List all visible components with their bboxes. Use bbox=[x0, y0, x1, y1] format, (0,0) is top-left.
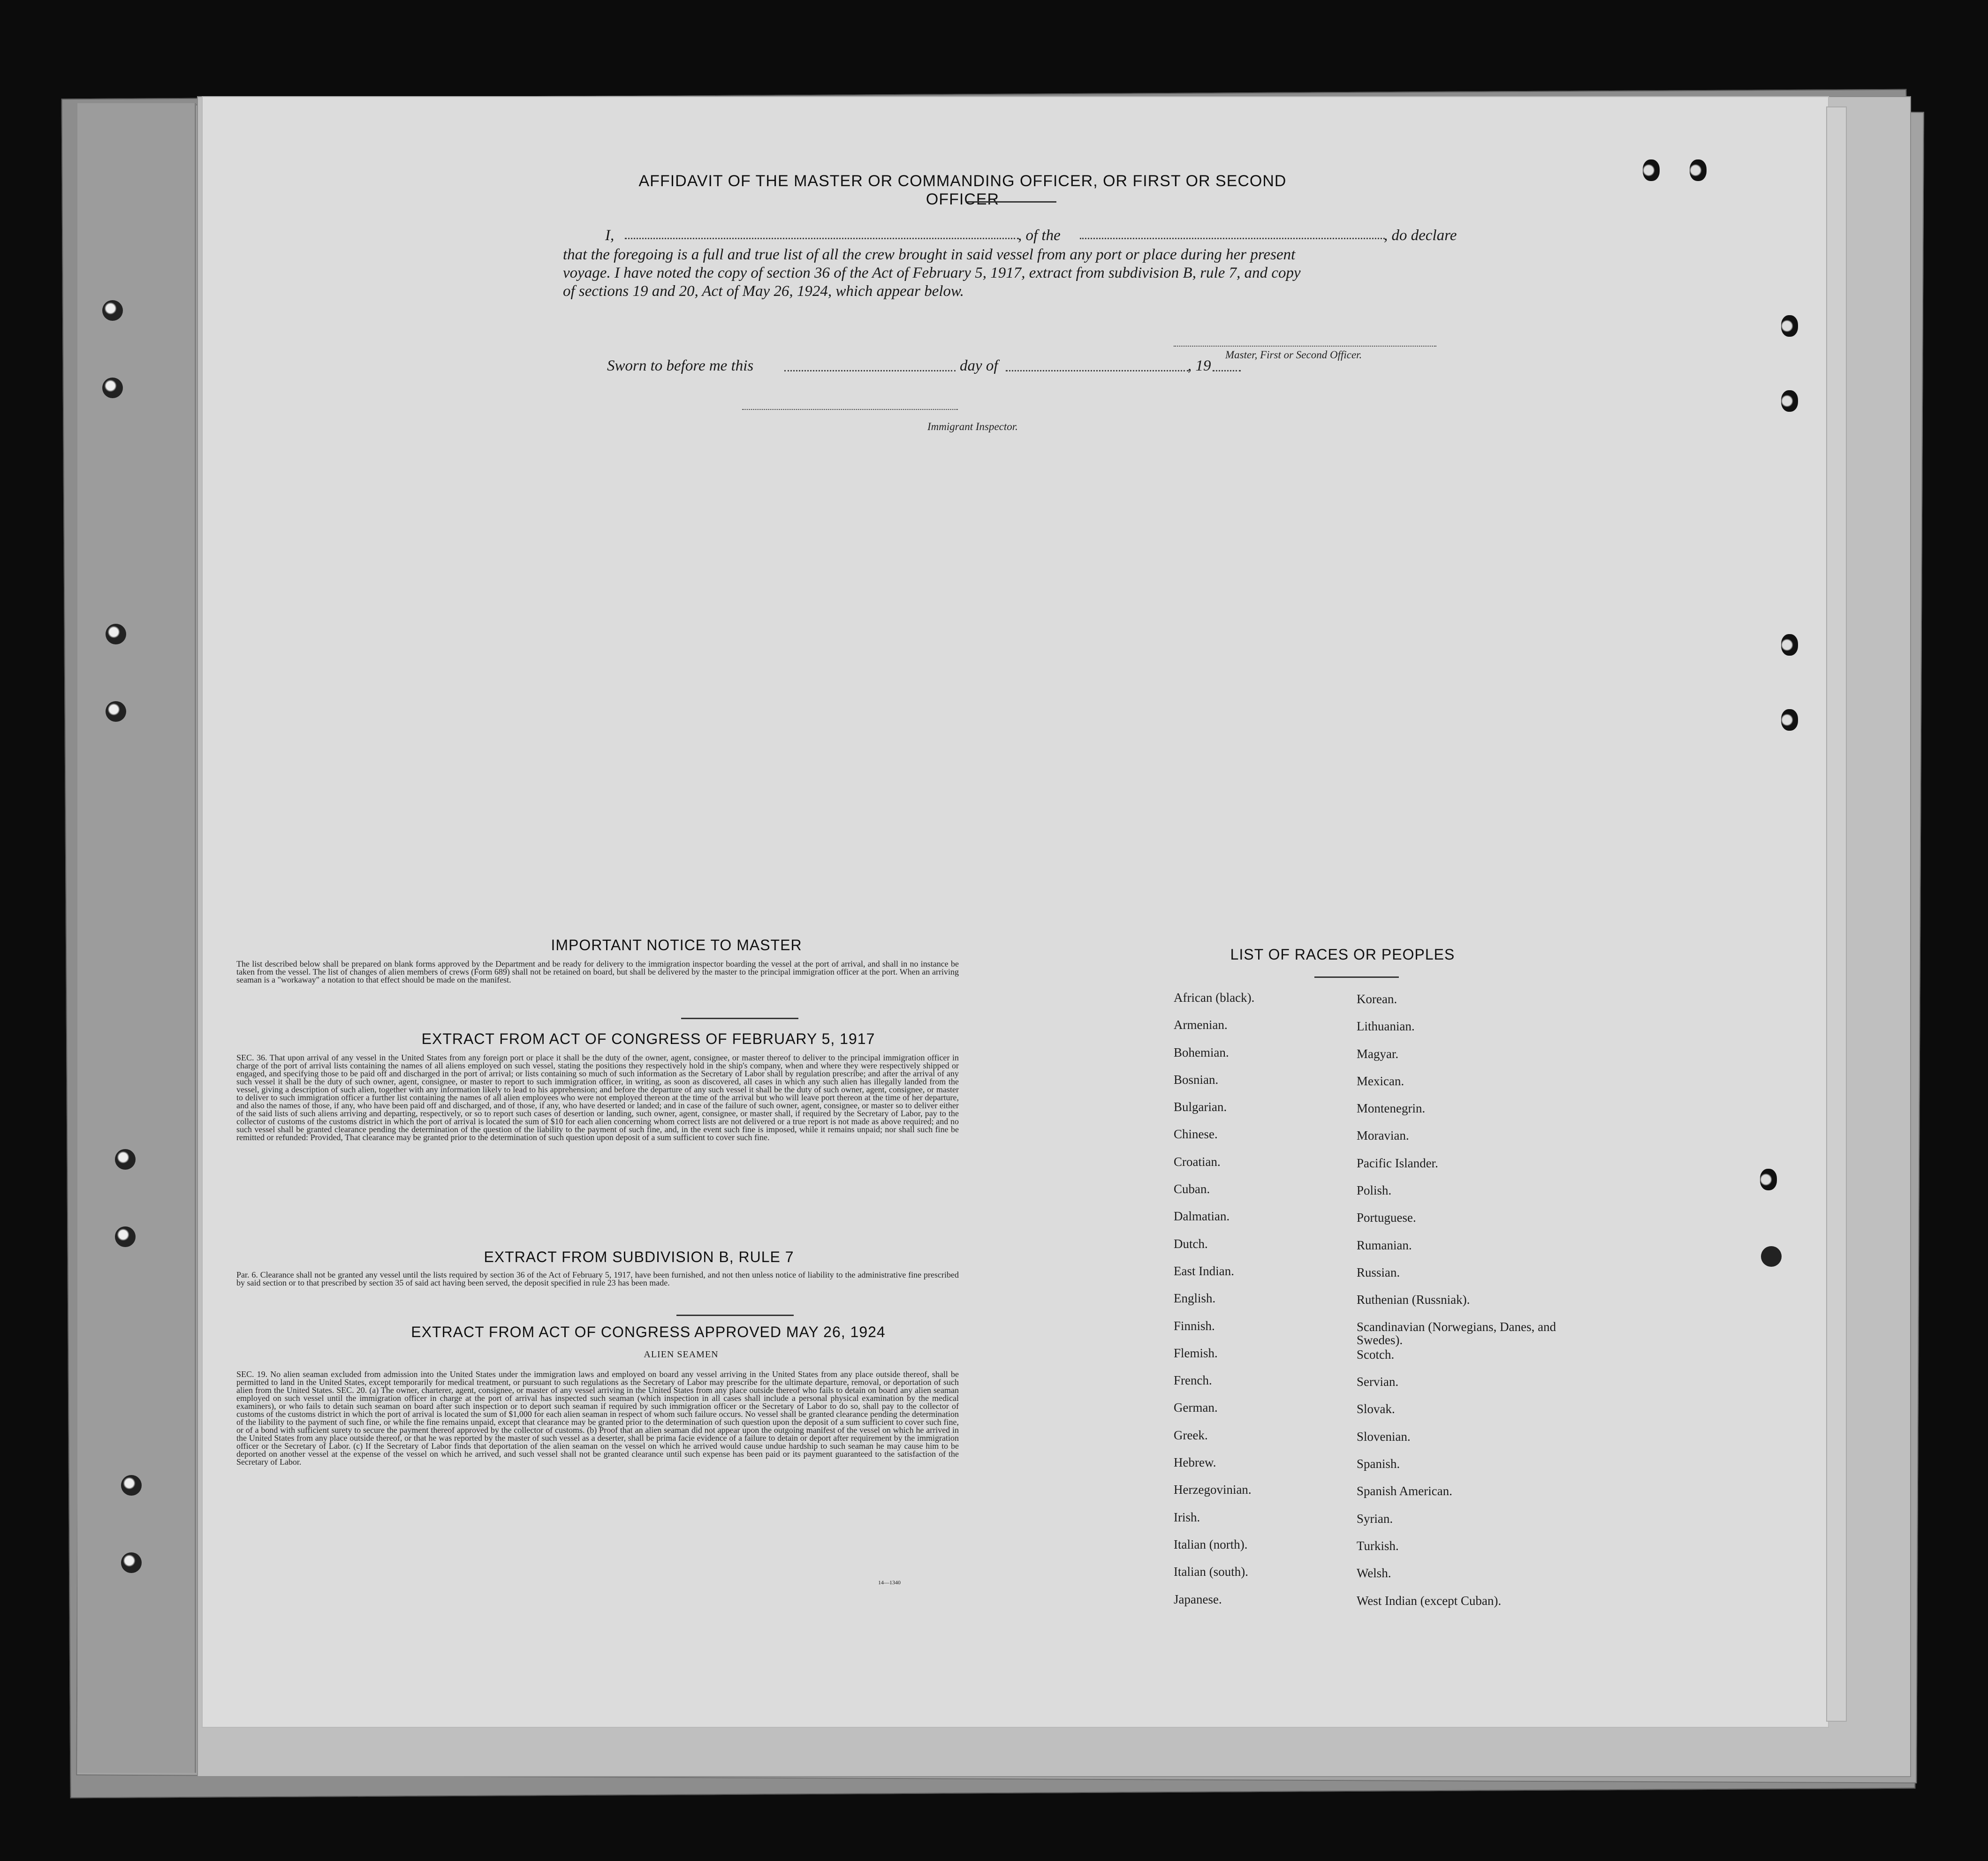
extract-1924-subtitle: ALIEN SEAMEN bbox=[644, 1349, 719, 1360]
subdivision-rule bbox=[676, 1315, 794, 1316]
day-of-label: day of bbox=[960, 357, 998, 374]
race-item: Slovak. bbox=[1357, 1402, 1395, 1416]
race-item: Montenegrin. bbox=[1357, 1101, 1426, 1116]
race-item: Polish. bbox=[1357, 1183, 1392, 1198]
race-item: Finnish. bbox=[1174, 1318, 1215, 1333]
binder-hole-icon bbox=[1643, 159, 1660, 181]
affidavit-title-rule bbox=[967, 201, 1056, 203]
binder-hole-icon bbox=[121, 1475, 142, 1496]
binder-hole-icon bbox=[1781, 634, 1798, 656]
binder-hole-icon bbox=[115, 1149, 136, 1170]
notice-body: The list described below shall be prepared on blank forms approved by the Department and be ready for delivery to the immigration inspector boarding the vessel at the port of arrival, and shall in no instance be taken from the vessel. The list of changes of alien members of crews (Form 689) shall not be retained on board, but shall be delivered by the master to the principal immigration officer at the port. When an arriving seaman is a "workaway" a notation to that effect should be made on the manifest. bbox=[236, 959, 959, 984]
binder-hole-icon bbox=[106, 624, 126, 644]
binder-hole-icon bbox=[1781, 709, 1798, 731]
race-item: East Indian. bbox=[1174, 1263, 1234, 1278]
affidavit-declare-label: , do declare bbox=[1384, 227, 1457, 244]
race-item: Scandinavian (Norwegians, Danes, and Swedes). bbox=[1357, 1319, 1556, 1347]
notice-title: IMPORTANT NOTICE TO MASTER bbox=[551, 937, 802, 953]
races-left-column bbox=[1174, 991, 1343, 1619]
binder-hole-icon bbox=[115, 1226, 136, 1247]
race-item: Ruthenian (Russniak). bbox=[1357, 1293, 1470, 1307]
affidavit-i-label: I, bbox=[605, 227, 615, 244]
master-signature-label: Master, First or Second Officer. bbox=[1225, 349, 1362, 361]
subdivision-body: Par. 6. Clearance shall not be granted any vessel until the lists required by section 36 of the Act of February 5, 1917, have been furnished, and not then unless notice of liability to the administrative fine prescribed by said section or to that prescribed by section 35 of said act having been served, the deposit specified in rule 23 has been made. bbox=[236, 1270, 959, 1287]
race-item: Spanish American. bbox=[1357, 1484, 1452, 1498]
sworn-label: Sworn to before me this bbox=[607, 357, 754, 374]
affidavit-line-3: voyage. I have noted the copy of section 36 of the Act of February 5, 1917, extract from subdivision B, rule 7, and copy bbox=[563, 265, 1301, 281]
race-item: Chinese. bbox=[1174, 1127, 1218, 1142]
subdivision-title: EXTRACT FROM SUBDIVISION B, RULE 7 bbox=[484, 1248, 794, 1265]
race-item: English. bbox=[1174, 1291, 1216, 1306]
race-item: German. bbox=[1174, 1400, 1218, 1415]
master-signature-line[interactable] bbox=[1174, 346, 1436, 347]
binder-hole-icon bbox=[102, 300, 123, 321]
vessel-field[interactable] bbox=[1080, 238, 1385, 239]
race-item: Turkish. bbox=[1357, 1538, 1399, 1553]
affidavit-line-2: that the foregoing is a full and true list of all the crew brought in said vessel from any port or place during her present bbox=[563, 246, 1296, 263]
affidavit-of-the-label: , of the bbox=[1018, 227, 1061, 244]
race-item: Japanese. bbox=[1174, 1592, 1222, 1606]
binder-hole-icon bbox=[1760, 1169, 1777, 1190]
name-field[interactable] bbox=[625, 238, 1019, 239]
inspector-label: Immigrant Inspector. bbox=[927, 421, 1018, 432]
binder-hole-icon bbox=[121, 1552, 142, 1573]
race-item: Servian. bbox=[1357, 1375, 1399, 1389]
affidavit-title: AFFIDAVIT OF THE MASTER OR COMMANDING OFFICER, OR FIRST OR SECOND OFFICER bbox=[638, 172, 1287, 208]
race-item: Italian (south). bbox=[1174, 1565, 1248, 1579]
extract-1924-title: EXTRACT FROM ACT OF CONGRESS APPROVED MAY 26, 1924 bbox=[411, 1324, 886, 1340]
binder-hole-icon bbox=[1690, 159, 1707, 181]
sworn-month-field[interactable] bbox=[1006, 370, 1189, 371]
race-item: African (black). bbox=[1174, 991, 1255, 1005]
race-item: Italian (north). bbox=[1174, 1537, 1248, 1551]
inspector-signature-line[interactable] bbox=[742, 409, 958, 410]
document-page bbox=[202, 96, 1829, 1728]
extract-1917-title: EXTRACT FROM ACT OF CONGRESS OF FEBRUARY 5, 1917 bbox=[421, 1030, 875, 1047]
race-item: Portuguese. bbox=[1357, 1210, 1416, 1225]
race-item: Scotch. bbox=[1357, 1347, 1395, 1362]
binder-hole-icon bbox=[106, 701, 126, 722]
races-right-column bbox=[1357, 992, 1563, 1621]
race-item: Lithuanian. bbox=[1357, 1019, 1415, 1034]
race-item: Welsh. bbox=[1357, 1566, 1391, 1581]
race-item: Bulgarian. bbox=[1174, 1100, 1227, 1114]
binder-hole-icon bbox=[1761, 1246, 1782, 1267]
race-item: Bosnian. bbox=[1174, 1072, 1219, 1087]
race-item: Korean. bbox=[1357, 992, 1397, 1006]
race-item: Irish. bbox=[1174, 1510, 1200, 1524]
form-number: 14—1340 bbox=[878, 1579, 901, 1586]
race-item: Cuban. bbox=[1174, 1182, 1210, 1196]
race-item: Armenian. bbox=[1174, 1018, 1228, 1032]
race-item: Hebrew. bbox=[1174, 1455, 1216, 1470]
race-item: Pacific Islander. bbox=[1357, 1156, 1438, 1170]
race-item: French. bbox=[1174, 1373, 1212, 1388]
race-item: Magyar. bbox=[1357, 1046, 1399, 1061]
race-item: Mexican. bbox=[1357, 1074, 1404, 1088]
races-rule bbox=[1314, 976, 1399, 978]
race-item: Spanish. bbox=[1357, 1457, 1400, 1471]
race-item: Dutch. bbox=[1174, 1236, 1208, 1251]
sworn-year-field[interactable] bbox=[1213, 370, 1241, 371]
binder-hole-icon bbox=[102, 378, 123, 398]
race-item: Bohemian. bbox=[1174, 1045, 1229, 1059]
sworn-day-field[interactable] bbox=[784, 370, 956, 371]
race-item: Greek. bbox=[1174, 1428, 1208, 1442]
extract-1924-body: SEC. 19. No alien seaman excluded from admission into the United States under the immigration laws and employed on board any vessel arriving in the United States from any place outside thereof, shall be permitted to land in the United States, except temporarily for medical treatment, or pursuant to such regulations as the Secretary of Labor may prescribe for the ultimate departure, removal, or deportation of such alien from the United States. SEC. 20. (a) The owner, charterer, agent, consignee, or master of any vessel arriving in the United States from any place outside thereof who fails to detain on board any alien seaman employed on such vessel until the immigration officer in charge at the port of arrival has inspected such seaman (which inspection in all cases shall include a personal physical examination by the medical examiners), or who fails to detain such seaman on board after such inspection or to deport such seaman if required by such immigration officer or the Secretary of Labor to do so, shall pay to the collector of customs of the customs district in which the port of arrival is located the sum of $1,000 for each alien seaman in respect of whom such failure occurs. No vessel shall be granted clearance pending the determination of the liability to the payment of such fine, or while the fine remains unpaid, except that clearance may be granted prior to the determination of such question upon the deposit of a sum sufficient to cover such fine, or of a bond with sufficient surety to secure the payment thereof approved by the collector of customs. (b) Proof that an alien seaman did not appear upon the outgoing manifest of the vessel on which he arrived in the United States from any place outside thereof, or that he was reported by the master of such vessel as a deserter, shall be prima facie evidence of a failure to detain or deport after requirement by the immigration officer or the Secretary of Labor. (c) If the Secretary of Labor finds that deportation of the alien seaman on the vessel on which he arrived would cause undue hardship to such seaman he may cause him to be deported on another vessel at the expense of the vessel on which he arrived, and such vessel shall not be granted clearance until such expense has been paid or its payment guaranteed to the satisfaction of the Secretary of Labor. bbox=[236, 1369, 959, 1467]
race-item: Syrian. bbox=[1357, 1511, 1393, 1526]
races-title: LIST OF RACES OR PEOPLES bbox=[1230, 946, 1455, 963]
race-item: Flemish. bbox=[1174, 1346, 1218, 1360]
race-item: Slovenian. bbox=[1357, 1429, 1411, 1444]
race-item: Croatian. bbox=[1174, 1154, 1221, 1169]
race-item: Rumanian. bbox=[1357, 1238, 1412, 1252]
race-item: Moravian. bbox=[1357, 1128, 1409, 1143]
notice-rule bbox=[681, 1018, 798, 1019]
extract-1917-body: SEC. 36. That upon arrival of any vessel in the United States from any foreign port or place it shall be the duty of the owner, agent, consignee, or master thereof to deliver to the principal immigration officer in charge of the port of arrival lists containing the names of all aliens employed on such vessel, stating the positions they respectively hold in the ship's company, when and where they were respectively shipped or engaged, and specifying those to be paid off and discharged in the port of arrival; or lists containing so much of such information as the Secretary of Labor shall by regulation prescribe; and after the arrival of any such vessel it shall be the duty of such owner, agent, consignee, or master to report to such immigration officer, in writing, as soon as discovered, all cases in which any such alien has illegally landed from the vessel, giving a description of such alien, together with any information likely to lead to his apprehension; and before the departure of any such vessel it shall be the duty of such owner, agent, consignee, or master to deliver to such immigration officer a further list containing the names of all alien employees who were not employed thereon at the time of the arrival but who will leave port thereon at the time of her departure, and also the names of those, if any, who have been paid off and discharged, and of those, if any, who have deserted or landed; and in case of the failure of such owner, agent, consignee, or master so to deliver either of the said lists of such aliens arriving and departing, respectively, or so to report such cases of desertion or landing, such owner, agent, consignee, or master shall, if required by the Secretary of Labor, pay to the collector of customs of the customs district in which the port of arrival is located the sum of $10 for each alien concerning whom correct lists are not delivered or a true report is not made as above required; and no such vessel shall be granted clearance pending the determination of the question of the liability to the payment of such fine, and, in the event such fine is imposed, while it remains unpaid; nor shall such fine be remitted or refunded: Provided, That clearance may be granted prior to the determination of such question upon deposit of a sum sufficient to cover such fine. bbox=[236, 1053, 959, 1142]
binder-hole-icon bbox=[1781, 390, 1798, 412]
race-item: Dalmatian. bbox=[1174, 1209, 1230, 1224]
race-item: Russian. bbox=[1357, 1265, 1400, 1279]
binder-hole-icon bbox=[1781, 315, 1798, 337]
affidavit-line-4: of sections 19 and 20, Act of May 26, 1924, which appear below. bbox=[563, 283, 964, 300]
binder-strip bbox=[77, 103, 196, 1773]
race-item: West Indian (except Cuban). bbox=[1357, 1593, 1502, 1608]
year-label: , 19 bbox=[1188, 357, 1211, 374]
race-item: Herzegovinian. bbox=[1174, 1483, 1252, 1497]
